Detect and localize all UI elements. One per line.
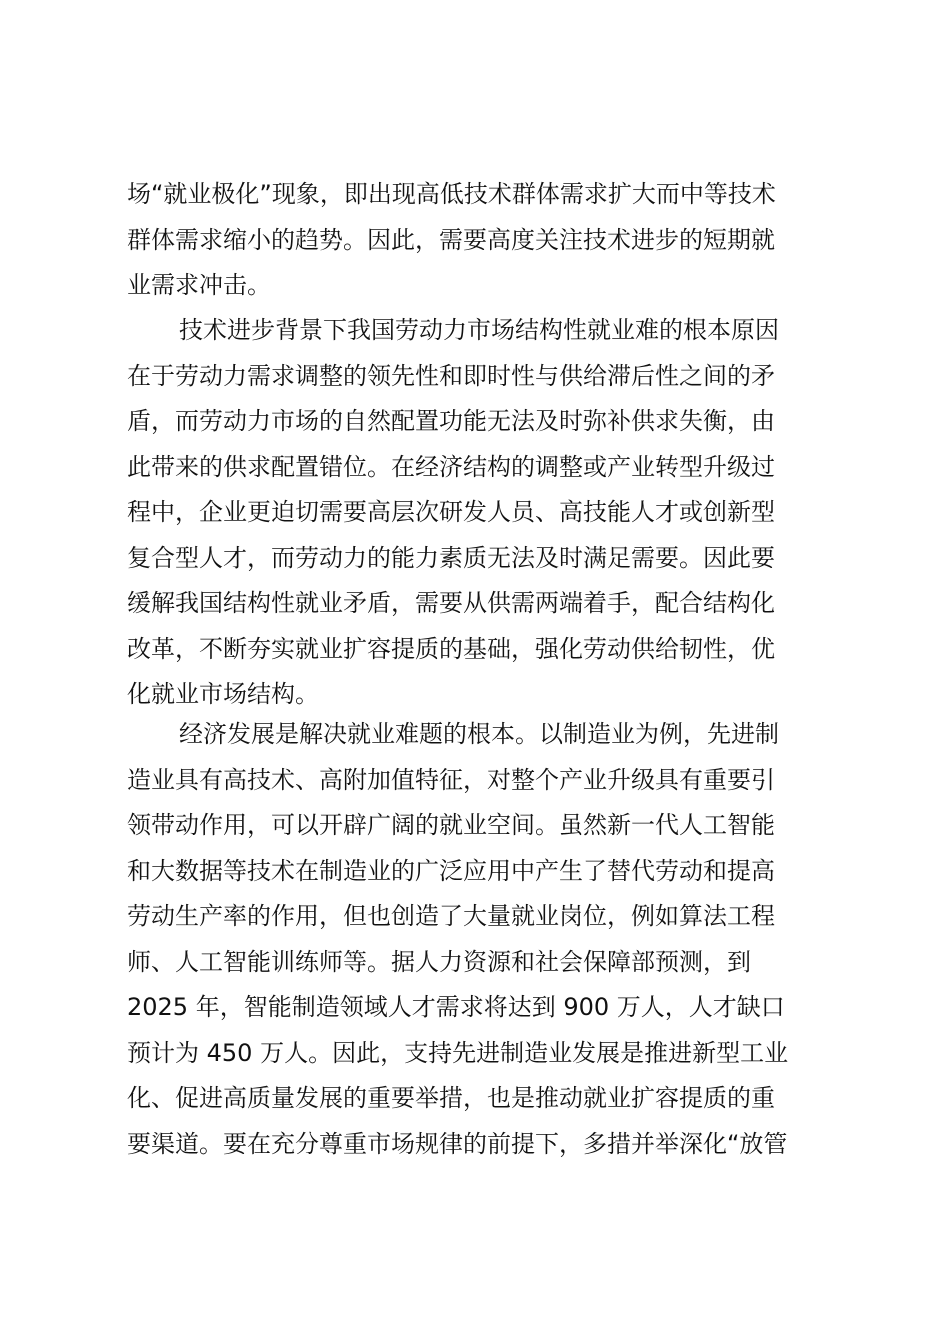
text-line: 盾，而劳动力市场的自然配置功能无法及时弥补供求失衡，由 (127, 407, 775, 435)
text-line: 技术进步背景下我国劳动力市场结构性就业难的根本原因 (179, 316, 779, 344)
text-line: 要渠道。要在充分尊重市场规律的前提下，多措并举深化“放管 (127, 1129, 788, 1158)
paragraph-2 (127, 308, 837, 718)
text-line: 师、人工智能训练师等。据人力资源和社会保障部预测，到 (127, 947, 751, 976)
text-line: 缓解我国结构性就业矛盾，需要从供需两端着手，配合结构化 (127, 589, 775, 617)
paragraph-1 (127, 172, 837, 309)
text-line: 业需求冲击。 (127, 271, 271, 299)
text-line: 经济发展是解决就业难题的根本。以制造业为例，先进制 (179, 720, 779, 748)
text-line: 和大数据等技术在制造业的广泛应用中产生了替代劳动和提高 (127, 856, 775, 885)
text-line: 复合型人才，而劳动力的能力素质无法及时满足需要。因此要 (127, 543, 775, 572)
text-line: 程中，企业更迫切需要高层次研发人员、高技能人才或创新型 (127, 498, 775, 526)
paragraph-3 (127, 712, 837, 1167)
text-line: 场“就业极化”现象，即出现高低技术群体需求扩大而中等技术 (127, 180, 776, 208)
text-line: 领带动作用，可以开辟广阔的就业空间。虽然新一代人工智能 (127, 811, 775, 839)
text-line: 预计为 450 万人。因此，支持先进制造业发展是推进新型工业 (127, 1038, 789, 1067)
text-line: 群体需求缩小的趋势。因此，需要高度关注技术进步的短期就 (127, 225, 775, 254)
text-line: 改革，不断夯实就业扩容提质的基础，强化劳动供给韧性，优 (127, 634, 775, 663)
text-line: 此带来的供求配置错位。在经济结构的调整或产业转型升级过 (127, 452, 775, 481)
text-line: 造业具有高技术、高附加值特征，对整个产业升级具有重要引 (127, 765, 775, 794)
text-line: 化就业市场结构。 (127, 680, 319, 708)
text-line: 2025 年，智能制造领域人才需求将达到 900 万人，人才缺口 (127, 993, 785, 1021)
text-line: 劳动生产率的作用，但也创造了大量就业岗位，例如算法工程 (127, 902, 775, 930)
text-line: 化、促进高质量发展的重要举措，也是推动就业扩容提质的重 (127, 1084, 775, 1112)
text-line: 在于劳动力需求调整的领先性和即时性与供给滞后性之间的矛 (127, 361, 775, 390)
